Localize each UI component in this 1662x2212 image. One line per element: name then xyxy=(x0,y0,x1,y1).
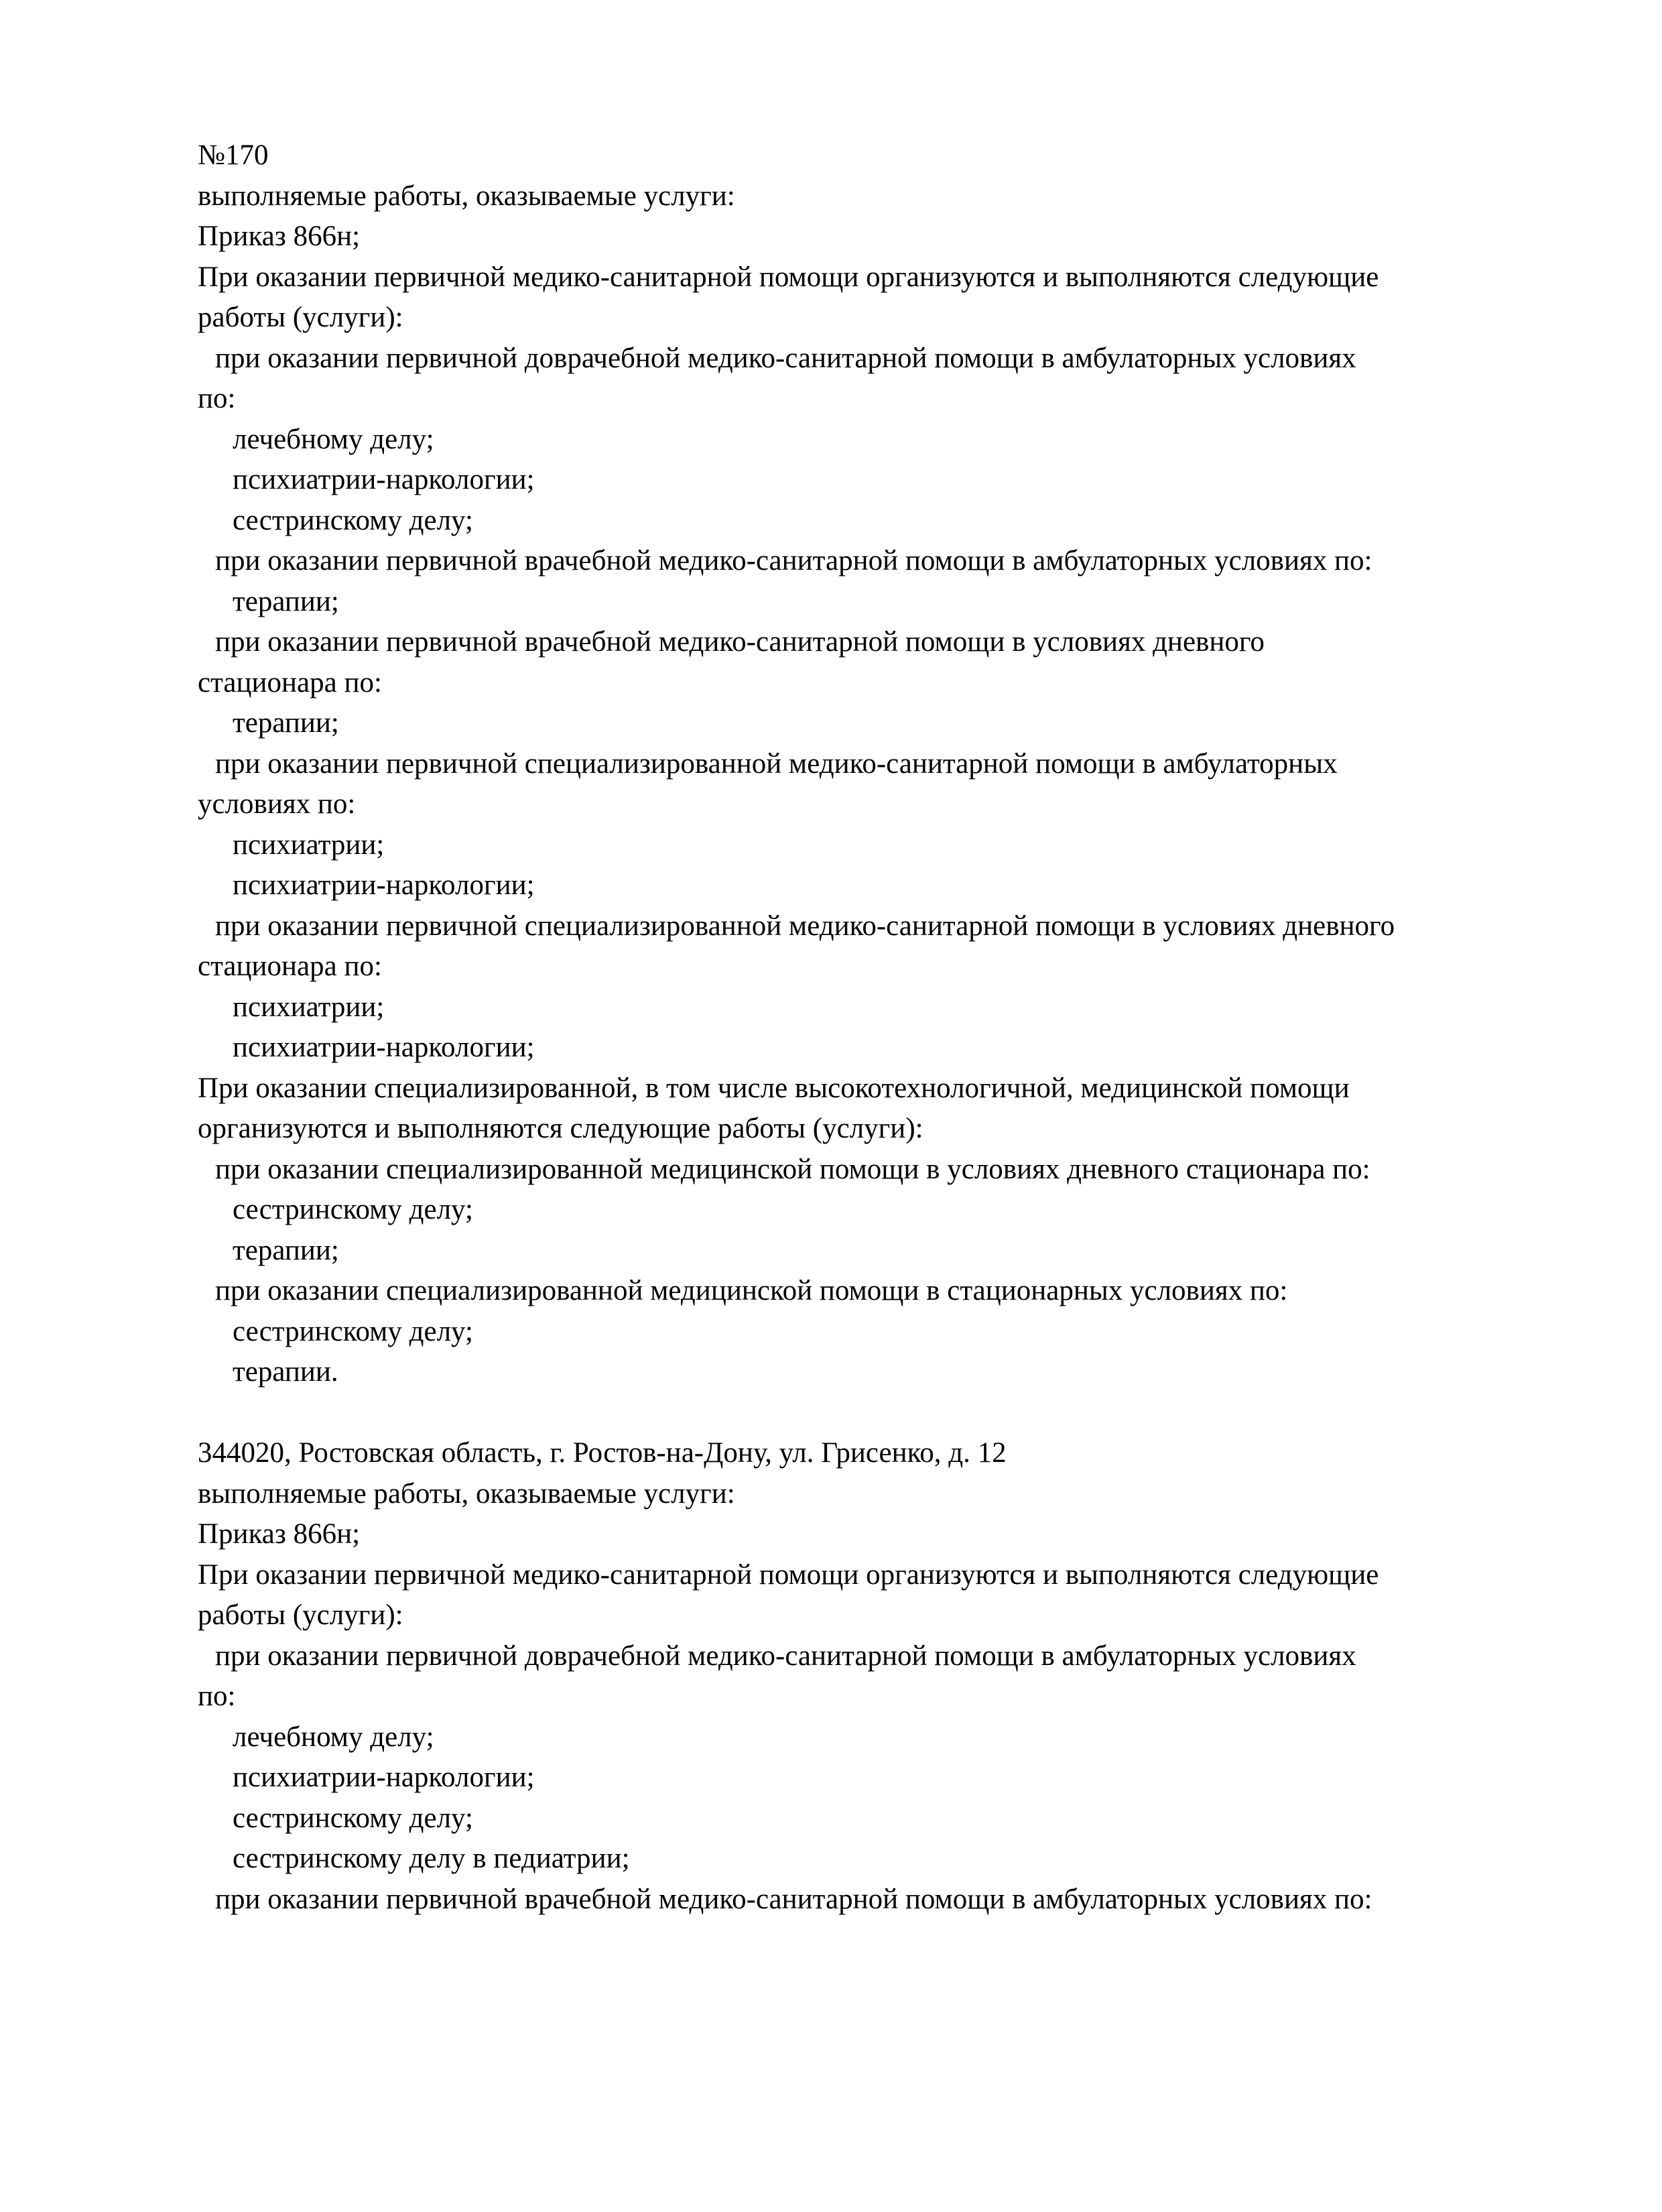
license-entry-gricenko-12 xyxy=(198,1433,1568,1920)
document-line: организуются и выполняются следующие работы (услуги): xyxy=(198,1113,923,1144)
document-line: по: xyxy=(198,1680,236,1712)
document-line: терапии; xyxy=(233,585,339,617)
license-entry-number-170 xyxy=(198,135,1568,1393)
document-line: при оказании первичной врачебной медико-санитарной помощи в амбулаторных условиях по: xyxy=(215,545,1372,576)
document-line: при оказании первичной специализированной медико-санитарной помощи в амбулаторных xyxy=(215,747,1338,780)
document-line: психиатрии; xyxy=(233,828,385,861)
document-line: психиатрии-наркологии; xyxy=(233,1032,535,1063)
document-line: сестринскому делу; xyxy=(233,1802,473,1834)
document-line: психиатрии; xyxy=(233,991,385,1023)
document-line: при оказании первичной доврачебной медико-санитарной помощи в амбулаторных условиях xyxy=(215,342,1356,374)
document-line: выполняемые работы, оказываемые услуги: xyxy=(198,1477,735,1510)
document-line: при оказании первичной доврачебной медико-санитарной помощи в амбулаторных условиях xyxy=(215,1640,1356,1672)
document-line: терапии; xyxy=(233,1234,339,1266)
document-line: при оказании первичной врачебной медико-санитарной помощи в условиях дневного xyxy=(215,626,1265,658)
license-works-document xyxy=(198,135,1568,1920)
document-line: лечебному делу; xyxy=(233,1721,434,1753)
document-line: при оказании специализированной медицинской помощи в стационарных условиях по: xyxy=(215,1275,1288,1306)
document-line: сестринскому делу в педиатрии; xyxy=(233,1843,630,1874)
document-line: сестринскому делу; xyxy=(233,1194,473,1225)
document-line: стационара по: xyxy=(198,666,382,698)
document-line: Приказ 866н; xyxy=(198,221,361,252)
document-line: при оказании первичной специализированной медико-санитарной помощи в условиях дневного xyxy=(215,910,1395,942)
document-line: работы (услуги): xyxy=(198,302,403,333)
document-line: При оказании первичной медико-санитарной помощи организуются и выполняются следующие xyxy=(198,1558,1379,1591)
document-line: при оказании специализированной медицинской помощи в условиях дневного стационара по: xyxy=(215,1153,1370,1185)
document-line: лечебному делу; xyxy=(233,423,434,455)
document-line: психиатрии-наркологии; xyxy=(233,1762,535,1793)
document-line: сестринскому делу; xyxy=(233,1315,473,1347)
document-line: При оказании специализированной, в том числе высокотехнологичной, медицинской помощи xyxy=(198,1072,1350,1104)
document-line: стационара по: xyxy=(198,950,382,982)
document-line: по: xyxy=(198,383,236,414)
document-line: сестринскому делу; xyxy=(233,504,473,536)
document-line: 344020, Ростовская область, г. Ростов-на-Дону, ул. Грисенко, д. 12 xyxy=(198,1437,1007,1469)
document-line: психиатрии-наркологии; xyxy=(233,869,535,901)
document-line: работы (услуги): xyxy=(198,1599,403,1631)
document-line: при оказании первичной врачебной медико-санитарной помощи в амбулаторных условиях по: xyxy=(215,1883,1372,1915)
document-line: психиатрии-наркологии; xyxy=(233,464,535,495)
document-line: При оказании первичной медико-санитарной помощи организуются и выполняются следующие xyxy=(198,261,1379,293)
document-line: терапии; xyxy=(233,707,339,739)
document-line: условиях по: xyxy=(198,788,356,820)
document-line: терапии. xyxy=(233,1356,338,1388)
document-line: №170 xyxy=(198,139,269,171)
document-line: Приказ 866н; xyxy=(198,1518,361,1550)
document-line: выполняемые работы, оказываемые услуги: xyxy=(198,180,735,212)
